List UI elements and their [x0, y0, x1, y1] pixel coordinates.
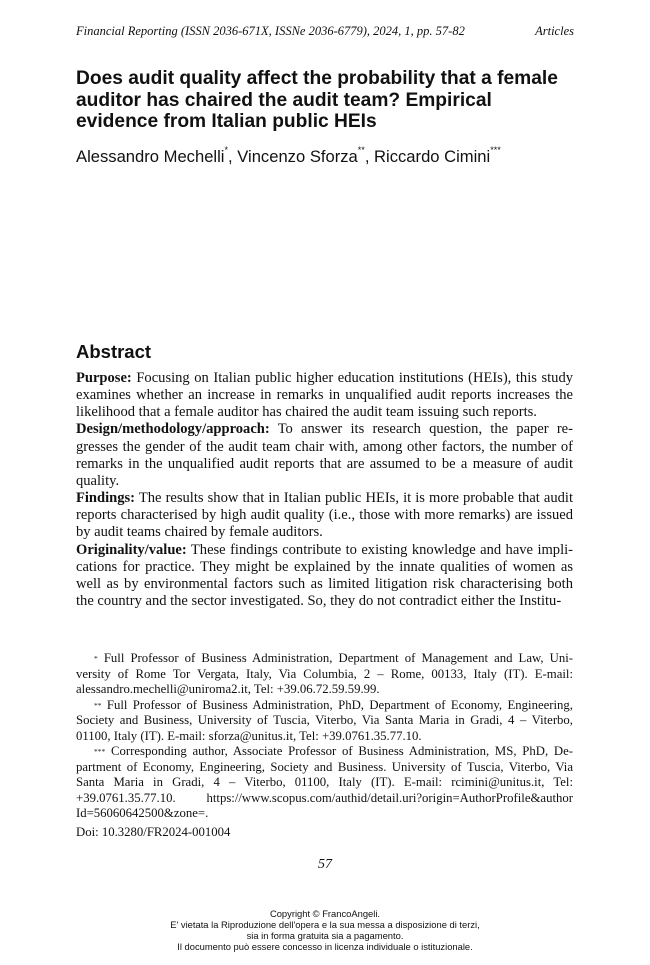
- author-footnote-mark: **: [357, 145, 365, 155]
- footnote: [76, 651, 573, 698]
- author-list: Alessandro Mechelli*, Vincenzo Sforza**, Riccardo Cimini***: [76, 145, 501, 166]
- author-name: Vincenzo Sforza: [237, 147, 358, 166]
- article-title: Does audit quality affect the probability that a female auditor has chaired the audit team? Empirical evidence from Italian public HEIs: [76, 68, 558, 132]
- journal-citation: Financial Reporting (ISSN 2036-671X, ISSNe 2036-6779), 2024, 1, pp. 57-82: [76, 24, 465, 38]
- section-text: The results show that in Italian public HEIs, it is more probable that audit reports characterised by high audit quality (i.e., those with more remarks) are issued by audit teams chaired by female auditors.: [76, 490, 573, 541]
- abstract-section: [76, 490, 573, 541]
- page-number: 57: [318, 857, 332, 872]
- running-header: [76, 24, 574, 42]
- section-text: These findings contribute to existing knowledge and have impli-cations for practice. They might be explained by the innate qualities of women as well as by environmental factors such as limited litigation risk characterising both the country and the sector investigated. So, they do not contradict either the Institu-: [76, 541, 574, 610]
- abstract-section: [76, 542, 573, 611]
- author-footnote-mark: *: [224, 145, 229, 155]
- footnote-text: Full Professor of Business Administration, PhD, Department of Economy, Engineering, Society and Business, University of Tuscia, Viterbo, Via Santa Maria in Gradi, 4 – Viterbo, 01100, Italy (IT). E-mail: sforza@unitus.it, Tel: +39.0761.35.77.10.: [76, 697, 573, 743]
- author-name: Riccardo Cimini: [374, 147, 491, 166]
- footnotes: [76, 651, 573, 822]
- copyright-line: Il documento può essere concesso in licenza individuale o istituzionale.: [177, 941, 473, 952]
- section-text: To answer its research question, the paper re-gresses the gender of the audit team chair with, among other factors, the number of remarks in the unqualified audit reports that are assumed to be a measure of audit quality.: [76, 421, 573, 489]
- abstract-section: [76, 421, 573, 490]
- section-text: Focusing on Italian public higher education institutions (HEIs), this study examines whether an increase in remarks in unqualified audit reports increases the likelihood that a female auditor has chaired the audit team issuing such reports.: [76, 370, 573, 421]
- section-label: Findings:: [76, 490, 136, 507]
- footnote-text: Corresponding author, Associate Professor of Business Administration, MS, PhD, De-partment of Economy, Engineering, Society and Business. University of Tuscia, Viterbo, Via Santa Maria in Gradi, 4 – Viterbo, 01100, Italy (IT). E-mail: rcimini@unitus.it, Tel: +39.0761.35.77.10. https://www.scopus.com/authid/detail.uri?origin=AuthorProfile&author Id=56060642500&zone=.: [76, 744, 573, 820]
- footnote: [76, 698, 573, 745]
- footnote-mark: ***: [94, 747, 106, 756]
- section-label: Purpose:: [76, 370, 132, 386]
- footnote: [76, 744, 573, 822]
- section-label: Originality/value:: [76, 541, 187, 558]
- doi: Doi: 10.3280/FR2024-001004: [76, 825, 231, 839]
- footnote-text: Full Professor of Business Administration, Department of Management and Law, Uni-versity of Rome Tor Vergata, Italy, Via Columbia, 2 – Rome, 00133, Italy (IT). E-mail: alessandro.mechelli@uniroma2.it, Tel: +39.06.72.59.59.99.: [76, 651, 573, 696]
- section-label: Articles: [535, 24, 574, 38]
- abstract-heading: Abstract: [76, 341, 152, 362]
- copyright-line: Copyright © FrancoAngeli.: [269, 908, 381, 919]
- abstract-section: [76, 370, 573, 421]
- copyright-line: E' vietata la Riproduzione dell'opera e la sua messa a disposizione di terzi,: [170, 919, 480, 930]
- footnote-mark: *: [94, 654, 98, 663]
- author-name: Alessandro Mechelli: [76, 147, 225, 166]
- copyright-line: sia in forma gratuita sia a pagamento.: [246, 930, 404, 941]
- copyright-notice: [0, 908, 650, 952]
- footnote-mark: **: [94, 700, 102, 710]
- abstract-body: [76, 370, 573, 610]
- section-label: Design/methodology/approach:: [76, 421, 270, 438]
- author-footnote-mark: ***: [490, 145, 501, 155]
